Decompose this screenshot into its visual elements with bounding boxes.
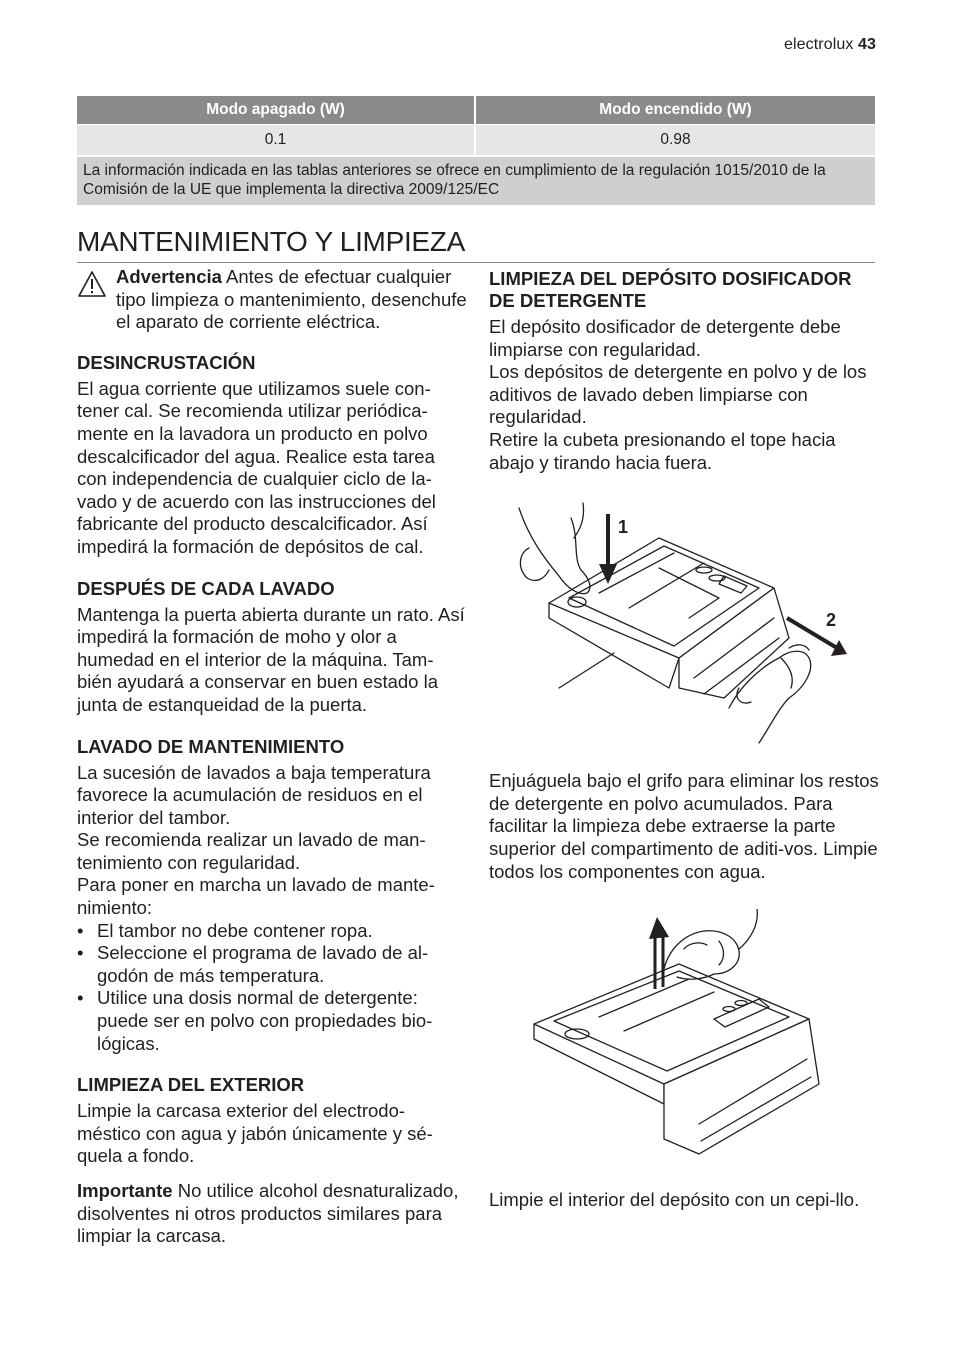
dispenser-para5: Limpie el interior del depósito con un cepi-llo. (489, 1189, 860, 1211)
figure-label-step-1: 1 (618, 517, 629, 538)
page-header (784, 36, 876, 54)
maintenance-wash-para3: Para poner en marcha un lavado de mante-nimiento: (77, 874, 435, 919)
important-label: Importante (77, 1180, 173, 1201)
important-note: Importante No utilice alcohol desnaturalizado, disolventes ni otros productos similares para limpiar la carcasa. (77, 1180, 459, 1247)
column-header-on-mode: Modo encendido (W) (476, 96, 875, 124)
list-item: • Utilice una dosis normal de detergente: puede ser en polvo con propiedades bio-lógicas. (77, 987, 467, 1055)
after-wash-text: Mantenga la puerta abierta durante un rato. Así impedirá la formación de moho y olor a humedad en el interior de la máquina. Tam-bién ayudará a conservar en buen estado la junta de estanqueidad de la puerta. (77, 603, 465, 715)
dispenser-title: LIMPIEZA DEL DEPÓSITO DOSIFICADOR DE DETERGENTE (489, 268, 852, 311)
brand-name: electrolux (783, 36, 854, 53)
warning-triangle-icon (77, 270, 107, 298)
dispenser-para4: Enjuáguela bajo el grifo para eliminar los restos de detergente en polvo acumulados. Para facilitar la limpieza debe extraerse la parte superior del compartimento de aditi-vos. Limpie todos los componentes con agua. (489, 770, 879, 882)
maintenance-wash-para2: Se recomienda realizar un lavado de man-tenimiento con regularidad. (77, 829, 426, 873)
section-title: MANTENIMIENTO Y LIMPIEZA (77, 226, 465, 257)
after-wash-title: DESPUÉS DE CADA LAVADO (77, 577, 335, 599)
figure-remove-drawer (489, 498, 879, 748)
exterior-text: Limpie la carcasa exterior del electrodo-méstico con agua y jabón únicamente y sé-quela a fondo. (77, 1100, 433, 1167)
list-item: • Seleccione el programa de lavado de al-godón de más temperatura. (77, 942, 467, 987)
descalcification-text: El agua corriente que utilizamos suele con-tener cal. Se recomienda utilizar periódica-mente en la lavadora un producto en polvo descalcificador del agua. Realice esta tarea con independencia de cualquier ciclo de la-vado y de acuerdo con las instrucciones del fabricante del producto descalcificador. Así impedirá la formación de depósitos de cal. (77, 377, 436, 557)
figure-remove-insert (489, 909, 879, 1159)
maintenance-wash-para1: La sucesión de lavados a baja temperatura favorece la acumulación de residuos en el interior del tambor. (77, 761, 431, 828)
exterior-title: LIMPIEZA DEL EXTERIOR (77, 1074, 305, 1096)
page-number: 43 (858, 36, 876, 53)
list-item: • El tambor no debe contener ropa. (77, 920, 467, 943)
power-consumption-table (77, 96, 875, 205)
maintenance-wash-title: LAVADO DE MANTENIMIENTO (77, 735, 345, 757)
left-column (77, 266, 467, 1248)
dispenser-para2: Los depósitos de detergente en polvo y de los aditivos de lavado deben limpiarse con regularidad. (489, 361, 867, 428)
dispenser-para3: Retire la cubeta presionando el tope hacia abajo y tirando hacia fuera. (489, 428, 836, 473)
value-off-mode: 0.1 (77, 124, 476, 155)
descalcification-title: DESINCRUSTACIÓN (77, 351, 256, 373)
drawer-removal-illustration (489, 498, 859, 748)
column-header-off-mode: Modo apagado (W) (77, 96, 476, 124)
additive-insert-illustration (489, 909, 859, 1159)
right-column (489, 266, 879, 1212)
figure-label-step-2: 2 (826, 610, 837, 631)
section-divider (77, 262, 875, 263)
maintenance-wash-list (77, 920, 467, 1056)
warning-block (77, 266, 467, 334)
dispenser-para1: El depósito dosificador de detergente debe limpiarse con regularidad. (489, 316, 841, 360)
regulation-note: La información indicada en las tablas anteriores se ofrece en cumplimiento de la regulación 1015/2010 de la Comisión de la UE que implementa la directiva 2009/125/EC (77, 155, 875, 205)
value-on-mode: 0.98 (476, 124, 875, 155)
warning-label: Advertencia (116, 266, 222, 287)
warning-text: Advertencia Antes de efectuar cualquier tipo limpieza o mantenimiento, desenchufe el aparato de corriente eléctrica. (116, 266, 467, 333)
